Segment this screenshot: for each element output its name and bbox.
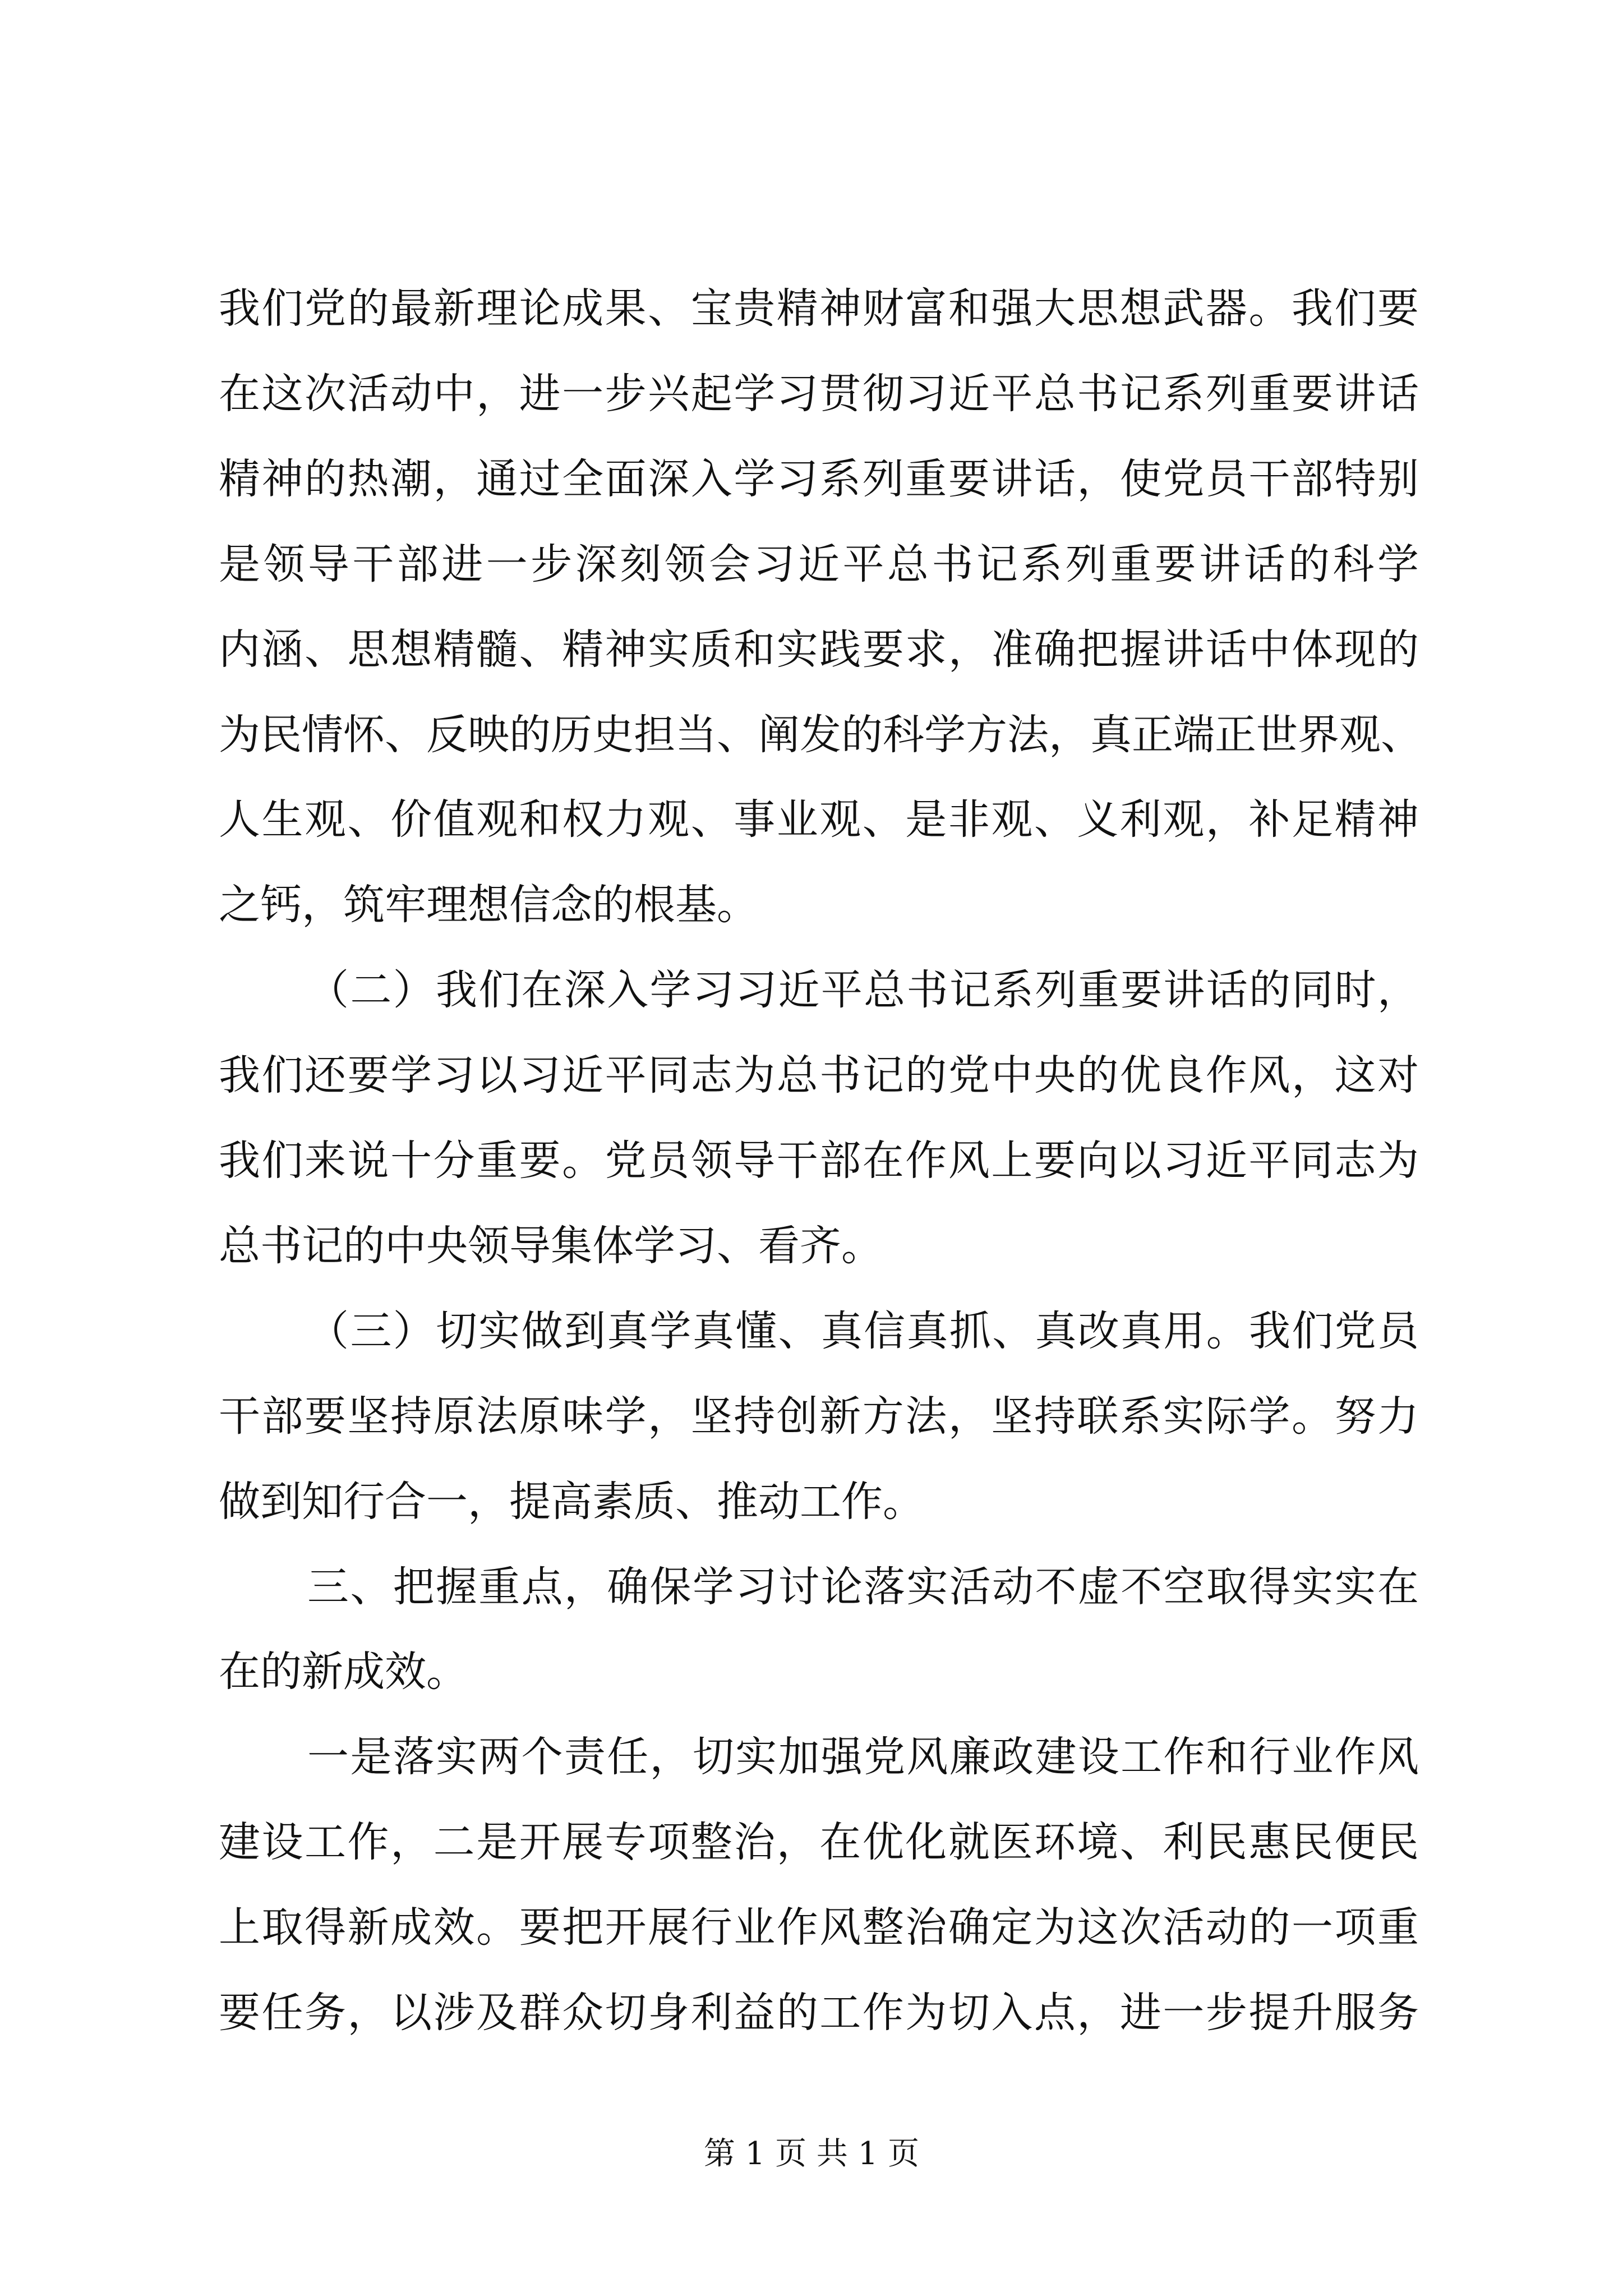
body-line-7: 人生观、价值观和权力观、事业观、是非观、义利观，补足精神 [219,795,1419,844]
section-heading-line-1: 三、把握重点，确保学习讨论落实活动不虚不空取得实实在 [307,1563,1419,1611]
paragraph-2-line-1: （二）我们在深入学习习近平总书记系列重要讲话的同时， [307,966,1419,1014]
body-line-4: 是领导干部进一步深刻领会习近平总书记系列重要讲话的科学 [219,540,1419,588]
paragraph-4-line-2: 建设工作，二是开展专项整治，在优化就医环境、利民惠民便民 [219,1818,1419,1866]
paragraph-2-line-4: 总书记的中央领导集体学习、看齐。 [219,1222,883,1270]
paragraph-2-line-2: 我们还要学习以习近平同志为总书记的党中央的优良作风，这对 [219,1051,1419,1099]
body-line-1: 我们党的最新理论成果、宝贵精神财富和强大思想武器。我们要 [219,284,1419,333]
paragraph-3-line-3: 做到知行合一，提高素质、推动工作。 [219,1478,924,1526]
body-line-3: 精神的热潮，通过全面深入学习系列重要讲话，使党员干部特别 [219,455,1419,503]
paragraph-3-line-1: （三）切实做到真学真懂、真信真抓、真改真用。我们党员 [307,1307,1419,1355]
paragraph-2-line-3: 我们来说十分重要。党员领导干部在作风上要向以习近平同志为 [219,1137,1419,1185]
body-line-5: 内涵、思想精髓、精神实质和实践要求，准确把握讲话中体现的 [219,625,1419,674]
paragraph-3-line-2: 干部要坚持原法原味学，坚持创新方法，坚持联系实际学。努力 [219,1392,1419,1441]
body-line-6: 为民情怀、反映的历史担当、阐发的科学方法，真正端正世界观、 [219,711,1422,759]
paragraph-4-line-3: 上取得新成效。要把开展行业作风整治确定为这次活动的一项重 [219,1903,1419,1952]
section-heading-line-2: 在的新成效。 [219,1648,468,1696]
paragraph-4-line-1: 一是落实两个责任，切实加强党风廉政建设工作和行业作风 [307,1733,1419,1781]
page-footer: 第 1 页 共 1 页 [703,2136,920,2172]
paragraph-4-line-4: 要任务，以涉及群众切身利益的工作为切入点，进一步提升服务 [219,1989,1419,2037]
body-line-8: 之钙，筑牢理想信念的根基。 [219,881,758,929]
body-line-2: 在这次活动中，进一步兴起学习贯彻习近平总书记系列重要讲话 [219,370,1419,418]
